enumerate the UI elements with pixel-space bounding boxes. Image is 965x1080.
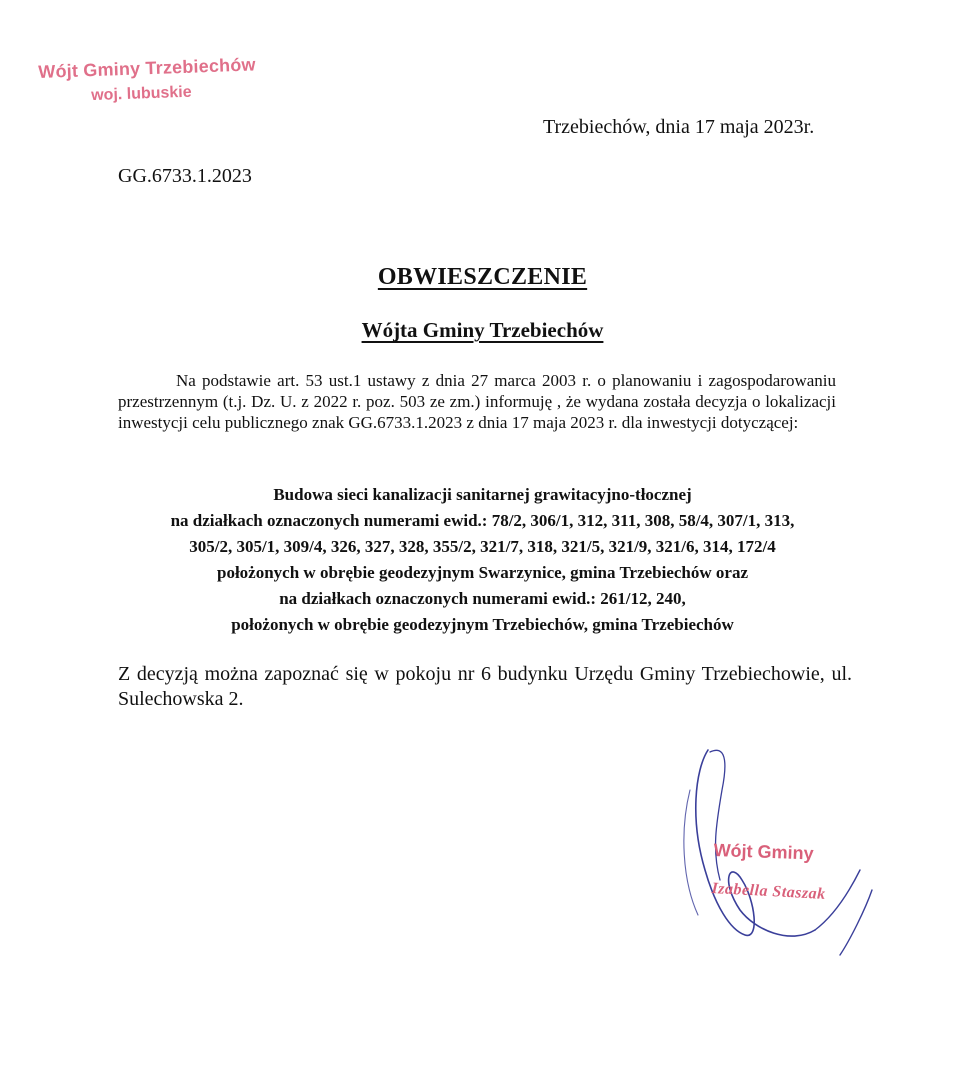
stamp-voivodeship: woj. lubuskie [90,83,192,105]
stamp-office-name: Wójt Gminy Trzebiechów [38,54,256,82]
investment-line: na działkach oznaczonych numerami ewid.: 78/2, 306/1, 312, 311, 308, 58/4, 307/1, 313, [170,511,795,530]
investment-line: 305/2, 305/1, 309/4, 326, 327, 328, 355/2, 321/7, 318, 321/5, 321/9, 321/6, 314, 172/4 [189,537,776,556]
investment-description [100,482,865,638]
info-paragraph: Z decyzją można zapoznać się w pokoju nr 6 budynku Urzędu Gminy Trzebiechowie, ul. Sulechowska 2. [118,663,852,710]
document-date: Trzebiechów, dnia 17 maja 2023r. [543,116,815,138]
investment-line: położonych w obrębie geodezyjnym Trzebiechów, gmina Trzebiechów [231,615,734,634]
intro-paragraph: Na podstawie art. 53 ust.1 ustawy z dnia 27 marca 2003 r. o planowaniu i zagospodarowaniu przestrzennym (t.j. Dz. U. z 2022 r. poz. 503 ze zm.) informuję , że wydana została decyzja o lokalizacji inwestycji celu publicznego znak GG.6733.1.2023 z dnia 17 maja 2023 r. dla inwestycji dotyczącej: [118,371,836,432]
investment-line: na działkach oznaczonych numerami ewid.: 261/12, 240, [279,589,686,608]
document-title: OBWIESZCZENIE [377,264,588,290]
signature-stamp-name: Izabella Staszak [711,880,827,903]
investment-line: położonych w obrębie geodezyjnym Swarzynice, gmina Trzebiechów oraz [216,563,749,582]
signature-stamp-title: Wójt Gminy [713,840,814,864]
investment-line: Budowa sieci kanalizacji sanitarnej grawitacyjno-tłocznej [273,485,692,504]
reference-number: GG.6733.1.2023 [118,165,252,187]
office-stamp [38,54,257,107]
document-subtitle: Wójta Gminy Trzebiechów [361,318,604,342]
